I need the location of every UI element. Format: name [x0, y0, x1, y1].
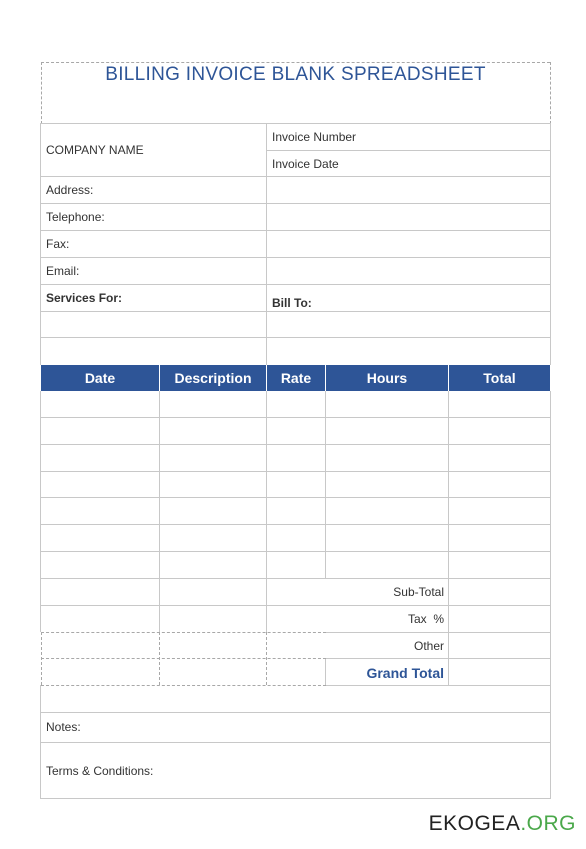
table-row — [41, 524, 550, 525]
address-label: Address: — [46, 183, 94, 197]
table-row — [41, 578, 550, 579]
table-row — [41, 471, 550, 472]
email-label: Email: — [46, 264, 80, 278]
title-box-top — [41, 62, 550, 63]
dashed-cell-line — [159, 632, 160, 685]
invoice-number-field[interactable]: Invoice Number — [272, 130, 357, 144]
other-label: Other — [413, 639, 444, 653]
row-line — [41, 284, 550, 285]
dashed-cell-line — [41, 658, 326, 659]
row-line — [41, 311, 550, 312]
column-header-rate: Rate — [280, 370, 312, 386]
header-separator — [159, 365, 160, 391]
table-row — [326, 632, 550, 633]
notes-line — [41, 712, 550, 713]
table-col-line — [325, 391, 326, 578]
row-line — [41, 203, 550, 204]
table-row — [41, 417, 550, 418]
bill-to-label: Bill To: — [272, 296, 312, 310]
column-header-date: Date — [84, 370, 116, 386]
row-line — [41, 230, 550, 231]
notes-line — [41, 742, 550, 743]
dashed-cell-line — [266, 632, 267, 685]
table-row — [326, 685, 550, 686]
info-left-border — [40, 123, 41, 365]
table-row — [41, 605, 550, 606]
document-title: BILLING INVOICE BLANK SPREADSHEET — [105, 64, 486, 85]
table-left-border — [40, 391, 41, 632]
header-separator — [448, 365, 449, 391]
company-name-field[interactable]: COMPANY NAME — [46, 143, 144, 157]
tax-label: Tax % — [407, 612, 444, 626]
terms-label: Terms & Conditions: — [46, 764, 154, 778]
brand-main: EKOGEA — [428, 812, 521, 835]
invoice-date-field[interactable]: Invoice Date — [272, 157, 339, 171]
row-line — [41, 176, 550, 177]
notes-label: Notes: — [46, 720, 81, 734]
row-line — [41, 337, 550, 338]
info-top-border — [41, 123, 551, 124]
table-col-line — [448, 391, 449, 685]
subtotal-label: Sub-Total — [393, 585, 444, 599]
row-line — [266, 150, 550, 151]
fax-label: Fax: — [46, 237, 70, 251]
header-separator — [266, 365, 267, 391]
info-middle-divider — [266, 123, 267, 365]
table-col-line — [266, 391, 267, 632]
header-separator — [325, 365, 326, 391]
grand-total-label: Grand Total — [366, 665, 444, 681]
column-header-total: Total — [483, 370, 516, 386]
column-header-description: Description — [174, 370, 252, 386]
dashed-cell-line — [41, 685, 326, 686]
telephone-label: Telephone: — [46, 210, 105, 224]
column-header-hours: Hours — [366, 370, 408, 386]
table-col-line — [159, 391, 160, 632]
table-row — [41, 497, 550, 498]
notes-bottom-border — [41, 798, 551, 799]
table-row — [41, 551, 550, 552]
dashed-cell-line — [41, 632, 326, 633]
brand-logo — [429, 812, 576, 836]
table-right-border — [550, 391, 551, 799]
services-for-label: Services For: — [46, 291, 123, 305]
title-box-right — [550, 62, 551, 124]
brand-accent: .ORG — [520, 812, 576, 835]
row-line — [41, 257, 550, 258]
dashed-cell-line — [41, 632, 42, 685]
table-row — [41, 444, 550, 445]
info-right-border — [550, 123, 551, 365]
table-row — [326, 658, 550, 659]
